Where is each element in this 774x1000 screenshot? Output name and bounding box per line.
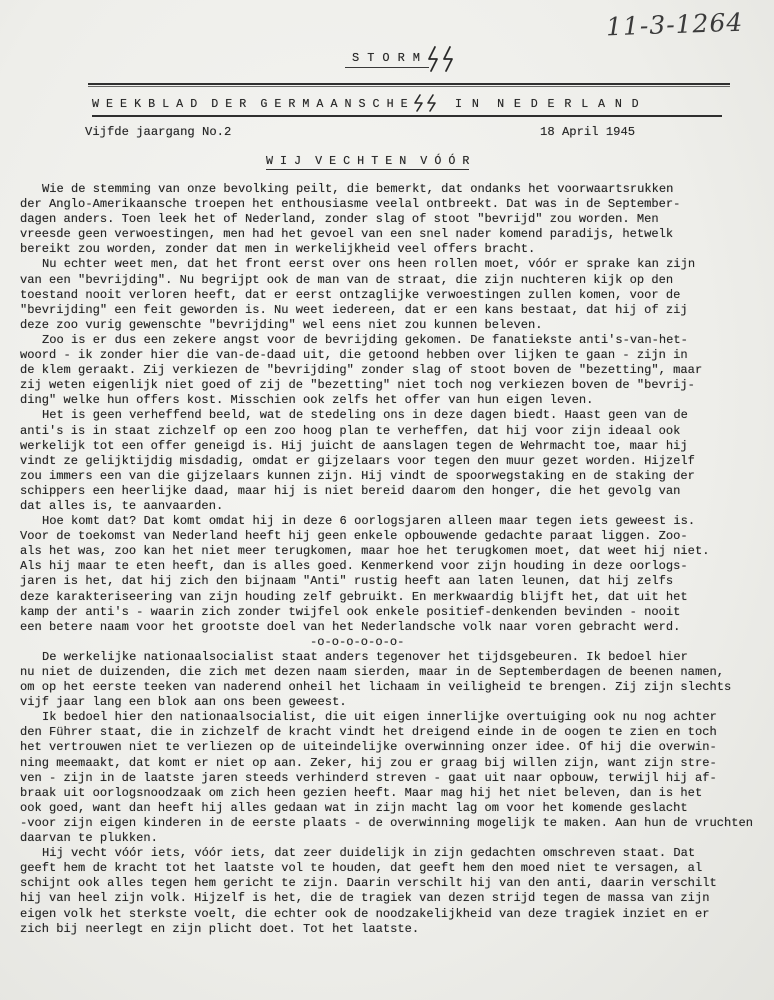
- text-line: ven - zijn in de laatste jaren steeds verhinderd streven - gaat uit naar opbouw, terwijl hij af-: [20, 770, 717, 785]
- title-underline: [345, 67, 429, 68]
- text-line: Voor de toekomst van Nederland heeft hij geen enkele opbouwende gedachte paraat liggen. Zoo-: [20, 529, 688, 544]
- paragraph: [20, 514, 765, 635]
- issue-date: 18 April 1945: [540, 125, 636, 139]
- issue-volume: Vijfde jaargang No.2: [85, 125, 232, 139]
- text-line: Ik bedoel hier den nationaalsocialist, die uit eigen innerlijke overtuiging ook nu nog achter: [42, 710, 717, 725]
- text-line: ning meemaakt, dat komt er niet op aan. Zeker, hij zou er graag bij willen zijn, want zijn stre-: [20, 755, 717, 770]
- article-body: [20, 182, 765, 937]
- text-line: braak uit oorlogsnoodzaak om zich heen gezien heeft. Maar mag hij het niet beleven, dan is het: [20, 785, 703, 800]
- text-line: de klem geraakt. Zij verkiezen de "bevrijding" zonder slag of stoot boven de "bezetting", maar: [20, 363, 703, 378]
- text-line: als het was, zoo kan het niet meer terugkomen, maar hoe het terugkomen moet, dat weet hij niet.: [20, 544, 710, 559]
- text-line: bereikt zou worden, zonder dat men in werkelijkheid veel offers bracht.: [20, 242, 536, 257]
- text-line: deze karakteriseering van zijn houding zelf gebruikt. En merkwaardig blijft het, dat uit het: [20, 589, 688, 604]
- paragraph: [20, 846, 765, 937]
- text-line: zou immers een van die gijzelaars kunnen zijn. Hij vindt de spoorwegstaking en de staking der: [20, 468, 695, 483]
- handwritten-archive-number: 11-3-1264: [605, 7, 744, 42]
- text-line: dagen anders. Toen leek het of Nederland, zonder slag of stoot "bevrijd" zou worden. Men: [20, 212, 659, 227]
- text-line: Nu echter weet men, dat het front eerst over ons heen rollen moet, vóór er sprake kan zijn: [42, 257, 696, 272]
- text-line: -voor zijn eigen kinderen in de eerste plaats - de overwinning mogelijk te maken. Aan hun de vruchten: [20, 815, 754, 830]
- publication-title: S T O R M: [352, 51, 421, 65]
- text-line: jaren is het, dat hij zich den bijnaam "Anti" rustig heeft aan laten leunen, dat hij zelfs: [20, 574, 674, 589]
- text-line: Als hij maar te eten heeft, dan is alles goed. Kenmerkend voor zijn houding in deze oorlogs-: [20, 559, 688, 574]
- text-line: den Führer staat, die in zichzelf de kracht vindt het dreigend einde in de oogen te zien en toch: [20, 725, 717, 740]
- text-line: vreesde geen verwoestingen, men had het gevoel van een snel nader komend paradijs, hetwelk: [20, 227, 674, 242]
- text-line: Zoo is er dus een zekere angst voor de bevrijding gekomen. De fanatiekste anti's-van-het-: [42, 332, 688, 347]
- text-line: ding" welke hun offers kost. Misschien ook zelfs het offer van hun eigen leven.: [20, 393, 594, 408]
- masthead-rule-top: [88, 83, 730, 85]
- text-line: Hoe komt dat? Dat komt omdat hij in deze 6 oorlogsjaren alleen maar tegen iets geweest is.: [42, 514, 696, 529]
- text-line: vindt ze gelijktijdig misdadig, omdat er gijzelaars voor tegen den muur gezet worden. Hijzelf: [20, 453, 695, 468]
- paragraph: [20, 650, 765, 710]
- ss-rune-mark-icon: [412, 94, 442, 112]
- paragraph: [20, 257, 765, 332]
- masthead-rule-bottom: [92, 115, 722, 117]
- text-line: vijf jaar lang een blok aan ons been geweest.: [20, 695, 347, 710]
- masthead-subtitle-right: I N N E D E R L A N D: [455, 97, 641, 111]
- text-line: ook goed, want dan heeft hij alles gedaan wat in zijn macht lag om voor het komende geslacht: [20, 800, 688, 815]
- masthead-subtitle-left: W E E K B L A D D E R G E R M A A N S C H E: [92, 97, 408, 111]
- paragraph: [20, 333, 765, 408]
- ss-rune-mark-icon: [426, 45, 460, 73]
- text-line: schijnt ook alles tegen hem gericht te zijn. Daarin verschilt hij van den anti, daarin verschilt: [20, 876, 717, 891]
- text-line: van een "bevrijding". Nu begrijpt ook de man van de straat, die zijn nuchteren kijk op den: [20, 272, 674, 287]
- paragraph: [20, 182, 765, 257]
- text-line: werkelijk tot een offer geneigd is. Hij juicht de aanslagen tegen de Wehrmacht toe, maar hij: [20, 438, 688, 453]
- masthead-rule-top-secondary: [88, 86, 730, 87]
- section-separator: -o-o-o-o-o-o-: [310, 634, 405, 649]
- paragraph: [20, 408, 765, 514]
- text-line: eigen volk het sterkste voelt, die echter ook de noodzakelijkheid van deze tragiek inziet en er: [20, 906, 710, 921]
- text-line: woord - ik zonder hier die van-de-daad uit, die getoond hebben over lijken te gaan - zijn in: [20, 348, 688, 363]
- paragraph: [20, 710, 765, 846]
- text-line: hij van heel zijn volk. Hijzelf is het, die de tragiek van dezen strijd tegen de massa van zijn: [20, 891, 710, 906]
- text-line: toestand nooit verloren heeft, dat er eerst ontzaglijke verwoestingen zullen komen, voor de: [20, 287, 681, 302]
- text-line: geeft hem de kracht tot het laatste vol te houden, dat geeft hem den moed niet te versagen, al: [20, 861, 703, 876]
- text-line: der Anglo-Amerikaansche troepen het enthousiasme veelal ontbreekt. Dat was in de September-: [20, 197, 681, 212]
- text-line: het vertrouwen niet te verliezen op de uiteindelijke overwinning onzer idee. Of hij die overwin-: [20, 740, 717, 755]
- text-line: Hij vecht vóór iets, vóór iets, dat zeer duidelijk in zijn gedachten omschreven staat. Dat: [42, 846, 696, 861]
- text-line: om op het eerste teeken van naderend onheil het lichaam in veiligheid te brengen. Zij zijn slechts: [20, 680, 732, 695]
- text-line: daarvan te plukken.: [20, 831, 158, 846]
- text-line: kamp der anti's - waarin zich zonder twijfel ook enkele positief-denkenden bevinden - nooit: [20, 604, 681, 619]
- text-line: een betere naam voor het grootste doel van het Nederlandsche volk naar voren gebracht werd.: [20, 619, 681, 634]
- text-line: deze zoo vurig gewenschte "bevrijding" wel eens niet zou kunnen beleven.: [20, 317, 543, 332]
- article-headline: W I J V E C H T E N V Ó Ó R: [266, 154, 470, 168]
- text-line: De werkelijke nationaalsocialist staat anders tegenover het tijdsgebeuren. Ik bedoel hier: [42, 649, 688, 664]
- text-line: dat alles is, te aanvaarden.: [20, 498, 224, 513]
- text-line: Wie de stemming van onze bevolking peilt, die bemerkt, dat ondanks het voorwaartsrukken: [42, 182, 674, 196]
- text-line: "bevrijding" een feit geworden is. Nu weet iedereen, dat er een kans bestaat, dat hij of zij: [20, 302, 688, 317]
- text-line: anti's is in staat zichzelf op een zoo hoog plan te verheffen, dat hij voor zijn ideaal ook: [20, 423, 681, 438]
- text-line: schippers een heerlijke daad, maar hij is niet bereid daarom den honger, die het gevolg van: [20, 483, 681, 498]
- text-line: zij weten eigenlijk niet goed of zij de "bezetting" niet toch nog verkiezen boven de "bevrij-: [20, 378, 695, 393]
- text-line: zich bij neerlegt en zijn plicht doet. Tot het laatste.: [20, 921, 420, 936]
- text-line: Het is geen verheffend beeld, wat de stedeling ons in deze dagen biedt. Haast geen van de: [42, 408, 688, 423]
- text-line: nu niet de duizenden, die zich met dezen naam sierden, maar in de Septemberdagen de beenen namen,: [20, 665, 724, 679]
